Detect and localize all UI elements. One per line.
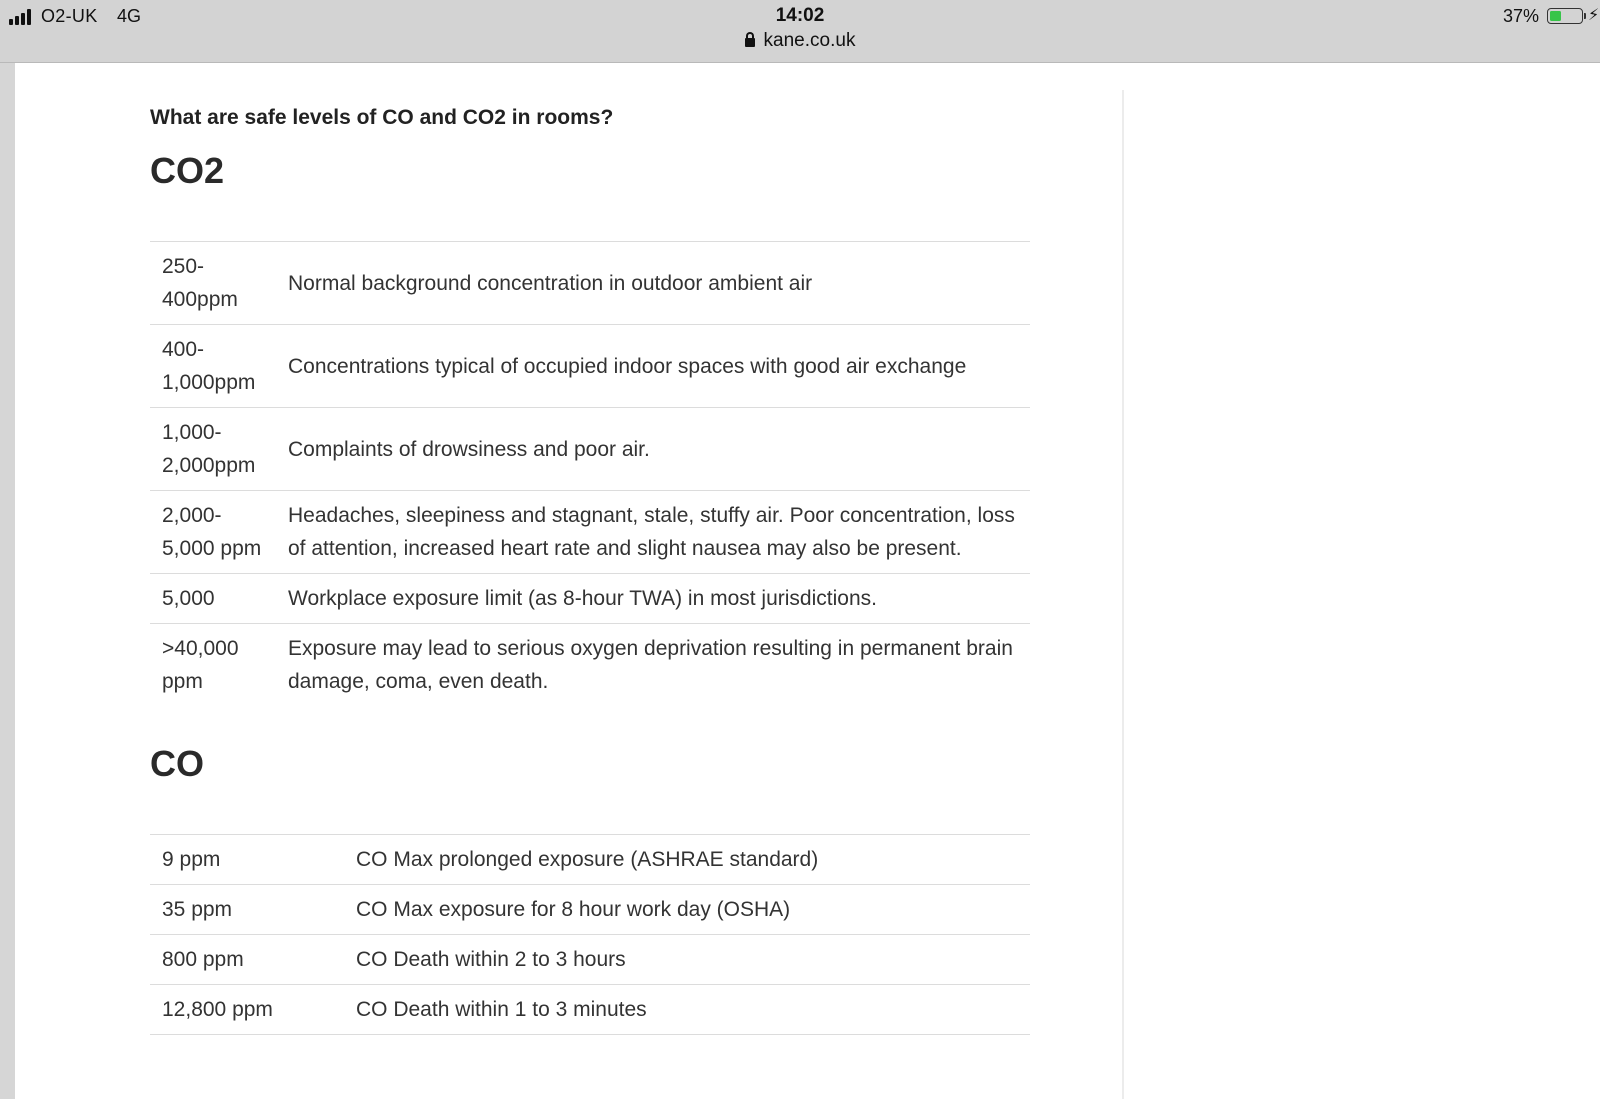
co-heading: CO	[150, 743, 204, 784]
table-row	[150, 574, 1030, 624]
description-cell: Complaints of drowsiness and poor air.	[276, 408, 1030, 491]
level-cell: 400-1,000ppm	[150, 325, 276, 408]
description-cell: CO Max exposure for 8 hour work day (OSHA)	[344, 885, 1030, 935]
table-row	[150, 408, 1030, 491]
table-row	[150, 985, 1030, 1035]
table-row	[150, 885, 1030, 935]
battery-nub	[1584, 13, 1586, 19]
carrier-name: O2-UK	[41, 6, 98, 26]
battery-percent: 37%	[1503, 6, 1540, 26]
level-cell: 35 ppm	[150, 885, 344, 935]
description-cell: CO Max prolonged exposure (ASHRAE standard)	[344, 835, 1030, 885]
charging-bolt-icon: ⚡︎	[1588, 7, 1600, 24]
clock: 14:02	[775, 5, 825, 26]
co-levels-table	[150, 834, 1030, 1035]
network-type: 4G	[117, 6, 142, 26]
battery-icon	[1547, 8, 1583, 24]
level-cell: 5,000	[150, 574, 276, 624]
co2-levels-table	[150, 241, 1030, 706]
table-row	[150, 491, 1030, 574]
table-row	[150, 242, 1030, 325]
description-cell: Workplace exposure limit (as 8-hour TWA) in most jurisdictions.	[276, 574, 1030, 624]
description-cell: CO Death within 2 to 3 hours	[344, 935, 1030, 985]
level-cell: 800 ppm	[150, 935, 344, 985]
description-cell: Normal background concentration in outdoor ambient air	[276, 242, 1030, 325]
sidebar-divider	[1122, 90, 1124, 1099]
co2-heading: CO2	[150, 150, 225, 191]
level-cell: 12,800 ppm	[150, 985, 344, 1035]
table-row	[150, 624, 1030, 707]
level-cell: 2,000-5,000 ppm	[150, 491, 276, 574]
article-content	[150, 103, 1030, 1035]
battery-level-fill	[1550, 11, 1561, 21]
level-cell: 9 ppm	[150, 835, 344, 885]
description-cell: Exposure may lead to serious oxygen deprivation resulting in permanent brain damage, coma, even death.	[276, 624, 1030, 707]
level-cell: >40,000 ppm	[150, 624, 276, 707]
article-question: What are safe levels of CO and CO2 in rooms?	[150, 106, 614, 129]
table-row	[150, 325, 1030, 408]
description-cell: Concentrations typical of occupied indoor spaces with good air exchange	[276, 325, 1030, 408]
description-cell: Headaches, sleepiness and stagnant, stale, stuffy air. Poor concentration, loss of attention, increased heart rate and slight nausea may also be present.	[276, 491, 1030, 574]
table-row	[150, 835, 1030, 885]
status-bar	[0, 0, 1600, 63]
lock-icon	[745, 38, 755, 47]
level-cell: 250-400ppm	[150, 242, 276, 325]
url-text[interactable]: kane.co.uk	[763, 30, 856, 51]
description-cell: CO Death within 1 to 3 minutes	[344, 985, 1030, 1035]
level-cell: 1,000-2,000ppm	[150, 408, 276, 491]
web-page	[15, 63, 1600, 1099]
table-row	[150, 935, 1030, 985]
address-bar[interactable]	[0, 30, 1600, 52]
